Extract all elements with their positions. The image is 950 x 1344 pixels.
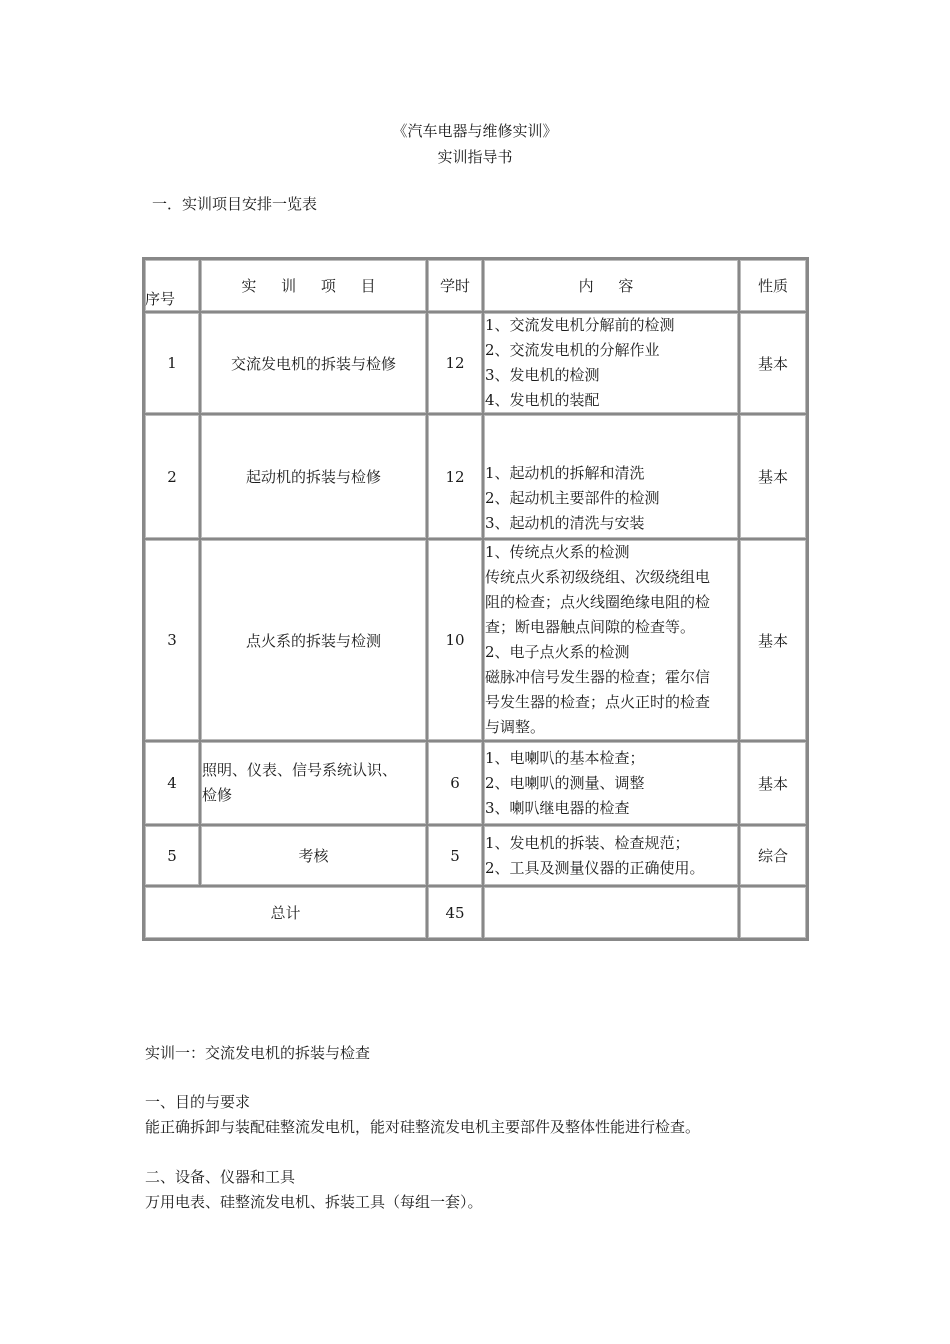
content-line: 1、起动机的拆解和清洗 [485, 464, 645, 482]
content-line: 1、传统点火系的检测 [485, 543, 630, 561]
training1-heading-1: 一、目的与要求 [145, 1093, 251, 1111]
table-total-row [144, 886, 807, 939]
content-line: 4、发电机的装配 [485, 391, 600, 409]
content-line: 2、电子点火系的检测 [485, 643, 630, 661]
table-row [144, 312, 807, 414]
content-line: 与调整。 [485, 718, 546, 736]
content-line: 查；断电器触点间隙的检查等。 [485, 618, 696, 636]
row-nature: 基本 [739, 312, 807, 414]
row-project: 起动机的拆装与检修 [200, 414, 427, 539]
row-hours: 12 [427, 312, 483, 414]
row-project [200, 741, 427, 825]
header-hours: 学时 [427, 259, 483, 312]
training1-paragraph-1: 能正确拆卸与装配硅整流发电机，能对硅整流发电机主要部件及整体性能进行检查。 [145, 1118, 701, 1136]
table-row [144, 741, 807, 825]
row-hours: 6 [427, 741, 483, 825]
content-line: 2、起动机主要部件的检测 [485, 489, 660, 507]
table-header-row [144, 259, 807, 312]
training1-title: 实训一：交流发电机的拆装与检查 [145, 1044, 371, 1062]
project-line: 检修 [202, 786, 233, 804]
row-seq: 1 [144, 312, 200, 414]
content-line: 传统点火系初级绕组、次级绕组电 [485, 568, 711, 586]
content-line: 3、起动机的清洗与安装 [485, 514, 645, 532]
row-content [483, 741, 739, 825]
training-plan-table [142, 257, 809, 941]
total-nature-empty [739, 886, 807, 939]
total-label: 总计 [144, 886, 427, 939]
row-hours: 12 [427, 414, 483, 539]
content-line: 磁脉冲信号发生器的检查；霍尔信 [485, 668, 711, 686]
row-seq: 4 [144, 741, 200, 825]
row-content [483, 825, 739, 886]
row-seq: 2 [144, 414, 200, 539]
section-heading: 一．实训项目安排一览表 [152, 195, 318, 213]
header-content [483, 259, 739, 312]
content-line: 阻的检查；点火线圈绝缘电阻的检 [485, 593, 711, 611]
table-row [144, 414, 807, 539]
table-row [144, 825, 807, 886]
content-line: 3、发电机的检测 [485, 366, 600, 384]
content-line: 2、交流发电机的分解作业 [485, 341, 660, 359]
content-line: 1、电喇叭的基本检查； [485, 748, 645, 767]
document-subtitle: 实训指导书 [437, 148, 513, 166]
header-project [200, 259, 427, 312]
row-seq: 5 [144, 825, 200, 886]
content-line: 1、交流发电机分解前的检测 [485, 316, 675, 334]
row-nature: 基本 [739, 741, 807, 825]
total-content-empty [483, 886, 739, 939]
row-content [483, 312, 739, 414]
training1-heading-2: 二、设备、仪器和工具 [145, 1168, 296, 1186]
header-project-label: 实 训 项 目 [241, 277, 386, 295]
content-line: 3、喇叭继电器的检查 [485, 798, 630, 817]
row-content [483, 414, 739, 539]
row-project: 交流发电机的拆装与检修 [200, 312, 427, 414]
row-nature: 综合 [739, 825, 807, 886]
header-seq: 序号 [144, 259, 200, 312]
row-nature: 基本 [739, 539, 807, 741]
content-line: 号发生器的检查；点火正时的检查 [485, 693, 711, 711]
row-hours: 5 [427, 825, 483, 886]
row-project: 点火系的拆装与检测 [200, 539, 427, 741]
header-content-label: 内 容 [578, 277, 644, 295]
content-line: 2、电喇叭的测量、调整 [485, 773, 645, 792]
row-hours: 10 [427, 539, 483, 741]
content-line: 1、发电机的拆装、检查规范； [485, 833, 690, 852]
header-nature: 性质 [739, 259, 807, 312]
training1-paragraph-2: 万用电表、硅整流发电机、拆装工具（每组一套）。 [145, 1193, 483, 1211]
row-seq: 3 [144, 539, 200, 741]
row-content [483, 539, 739, 741]
project-line: 照明、仪表、信号系统认识、 [202, 761, 398, 779]
table-row [144, 539, 807, 741]
document-title: 《汽车电器与维修实训》 [392, 122, 558, 140]
content-line: 2、工具及测量仪器的正确使用。 [485, 858, 705, 877]
row-project: 考核 [200, 825, 427, 886]
total-hours: 45 [427, 886, 483, 939]
row-nature: 基本 [739, 414, 807, 539]
